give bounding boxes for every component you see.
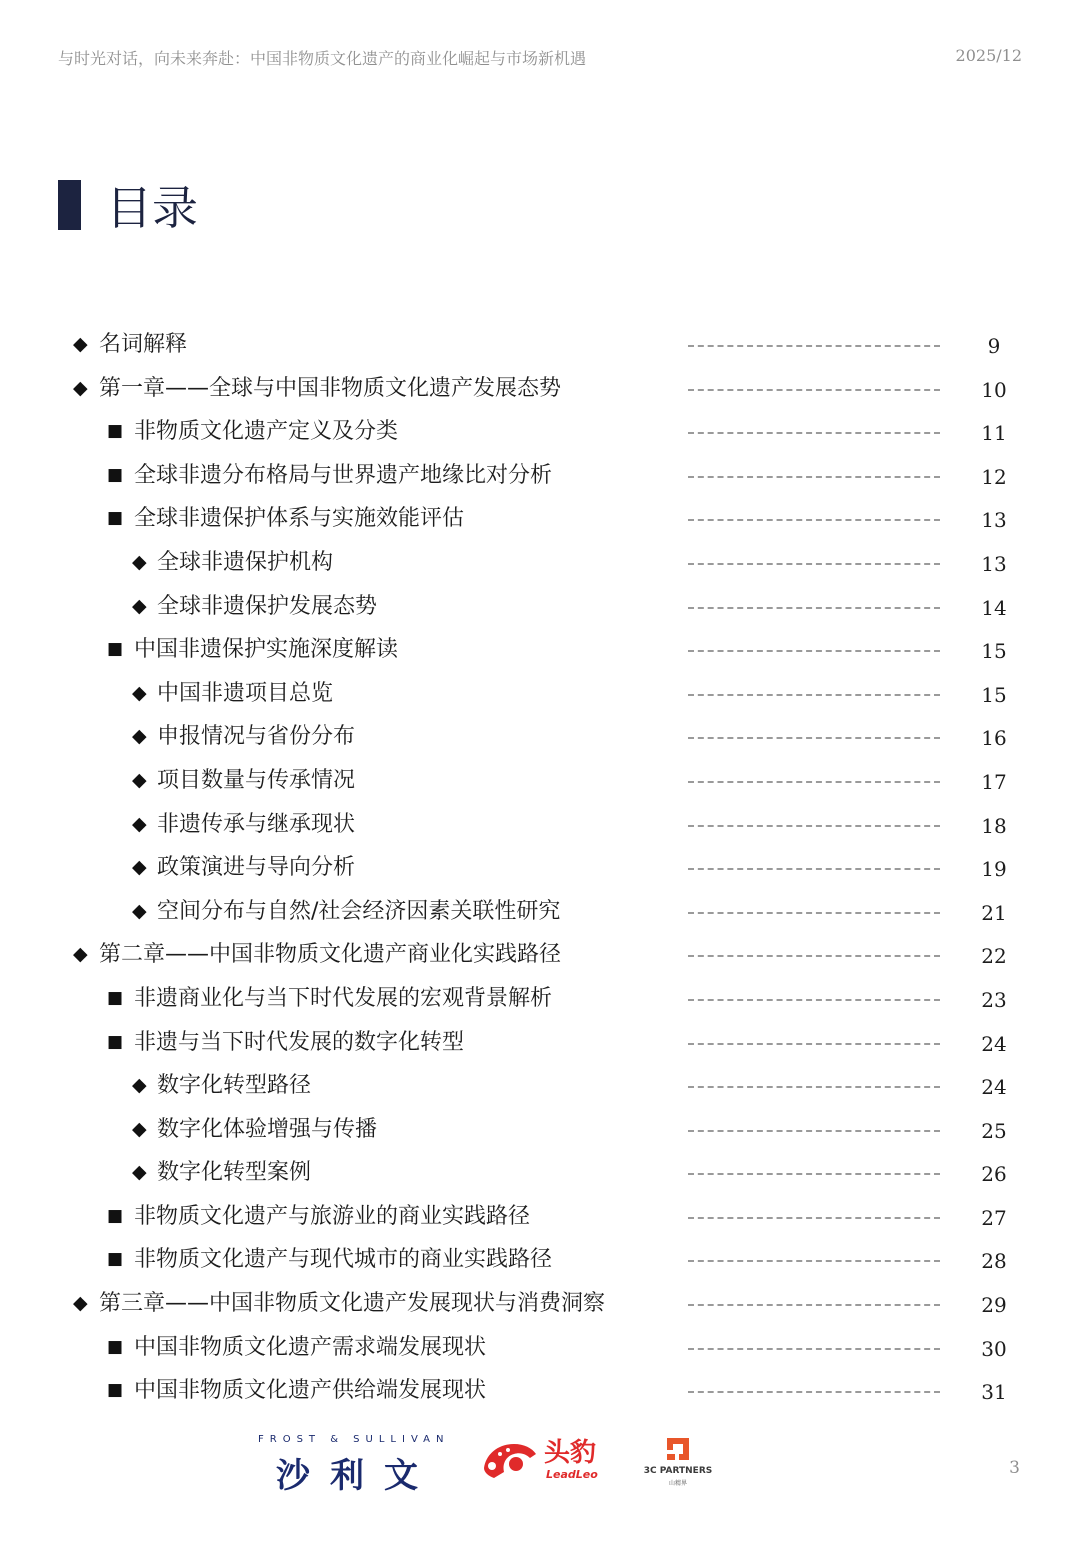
toc-entry[interactable] [0, 629, 1080, 673]
dot-leader [688, 955, 940, 957]
toc-entry-page: 16 [981, 726, 1007, 751]
toc-entry-label: 名词解释 [99, 332, 188, 357]
dot-leader [688, 781, 940, 783]
dot-leader [688, 1260, 940, 1262]
leadleo-logo [480, 1432, 610, 1492]
toc-entry[interactable] [0, 1283, 1080, 1327]
dot-leader [688, 1173, 940, 1175]
toc-entry-label: 空间分布与自然/社会经济因素关联性研究 [157, 898, 561, 924]
report-date: 2025/12 [955, 46, 1022, 65]
3c-partners-icon [665, 1436, 691, 1462]
leadleo-cn: 头豹 [544, 1438, 597, 1468]
toc-entry-page: 13 [981, 551, 1007, 576]
3c-partners-en: 3C PARTNERS [643, 1466, 713, 1476]
diamond-bullet-icon: ◆ [73, 943, 88, 966]
toc-entry[interactable] [0, 1370, 1080, 1414]
dot-leader [688, 563, 940, 565]
toc-entry-page: 18 [981, 813, 1007, 838]
toc-entry-page: 23 [981, 987, 1007, 1012]
toc-entry-page: 15 [981, 639, 1007, 664]
square-bullet-icon: ■ [107, 987, 124, 1008]
toc-entry-page: 11 [981, 421, 1007, 446]
heading-accent-bar [58, 180, 81, 230]
toc-entry[interactable] [0, 411, 1080, 455]
toc-entry-label: 数字化转型案例 [157, 1160, 312, 1186]
toc-entry-label: 非物质文化遗产与现代城市的商业实践路径 [134, 1247, 553, 1273]
dot-leader [688, 345, 940, 347]
frost-sullivan-en: FROST & SULLIVAN [258, 1434, 450, 1445]
dot-leader [688, 607, 940, 609]
footer-logos [0, 1430, 1080, 1500]
dot-leader [688, 432, 940, 434]
toc-entry[interactable] [0, 1239, 1080, 1283]
toc-entry-label: 数字化体验增强与传播 [157, 1116, 378, 1142]
dot-leader [688, 737, 940, 739]
toc-title: 目录 [106, 181, 198, 235]
toc-entry-page: 26 [981, 1162, 1007, 1187]
toc-entry[interactable] [0, 1327, 1080, 1371]
3c-partners-logo [640, 1436, 720, 1490]
square-bullet-icon: ■ [107, 464, 124, 485]
diamond-bullet-icon: ◆ [132, 812, 147, 835]
toc-entry[interactable] [0, 1196, 1080, 1240]
leopard-icon [480, 1438, 540, 1482]
frost-sullivan-cn: 沙利文 [276, 1456, 438, 1496]
square-bullet-icon: ■ [107, 1380, 124, 1401]
toc-entry-label: 第二章——中国非物质文化遗产商业化实践路径 [99, 942, 562, 968]
dot-leader [688, 999, 940, 1001]
toc-entry[interactable] [0, 978, 1080, 1022]
toc-entry-page: 9 [987, 334, 1001, 358]
dot-leader [688, 1304, 940, 1306]
toc-entry[interactable] [0, 498, 1080, 542]
dot-leader [688, 912, 940, 914]
page-header [58, 46, 1022, 70]
leadleo-en: LeadLeo [546, 1468, 598, 1481]
toc-entry-page: 15 [981, 682, 1007, 707]
toc-entry[interactable] [0, 673, 1080, 717]
toc-entry[interactable] [0, 804, 1080, 848]
diamond-bullet-icon: ◆ [73, 1292, 88, 1315]
toc-entry-label: 中国非遗项目总览 [157, 680, 334, 706]
toc-entry[interactable] [0, 716, 1080, 760]
square-bullet-icon: ■ [107, 1249, 124, 1270]
toc-entry-label: 全球非遗保护发展态势 [157, 593, 378, 619]
toc-entry-page: 27 [981, 1205, 1007, 1230]
diamond-bullet-icon: ◆ [73, 376, 88, 399]
diamond-bullet-icon: ◆ [132, 768, 147, 791]
toc-entry-label: 非遗商业化与当下时代发展的宏观背景解析 [134, 985, 553, 1011]
square-bullet-icon: ■ [107, 639, 124, 660]
toc-entry[interactable] [0, 368, 1080, 412]
toc-entry-label: 政策演进与导向分析 [157, 855, 356, 881]
diamond-bullet-icon: ◆ [73, 333, 88, 355]
dot-leader [688, 476, 940, 478]
toc-entry[interactable] [0, 1152, 1080, 1196]
dot-leader [688, 1391, 940, 1393]
square-bullet-icon: ■ [107, 1031, 124, 1052]
square-bullet-icon: ■ [107, 421, 124, 442]
dot-leader [688, 519, 940, 521]
diamond-bullet-icon: ◆ [132, 725, 147, 748]
dot-leader [688, 694, 940, 696]
dot-leader [688, 1043, 940, 1045]
diamond-bullet-icon: ◆ [132, 1074, 147, 1097]
dot-leader [688, 1217, 940, 1219]
toc-entry[interactable] [0, 934, 1080, 978]
toc-entry-page: 30 [981, 1336, 1007, 1361]
toc-entry-label: 第一章——全球与中国非物质文化遗产发展态势 [99, 375, 562, 401]
dot-leader [688, 650, 940, 652]
toc-entry-label: 申报情况与省份分布 [157, 724, 356, 750]
toc-entry-page: 10 [981, 377, 1007, 402]
toc-entry[interactable] [0, 542, 1080, 586]
toc-entry[interactable] [0, 891, 1080, 935]
toc-entry[interactable] [0, 455, 1080, 499]
toc-entry-page: 25 [981, 1118, 1007, 1143]
toc-entry[interactable] [0, 1065, 1080, 1109]
dot-leader [688, 868, 940, 870]
toc-entry-label: 非物质文化遗产与旅游业的商业实践路径 [134, 1203, 531, 1229]
report-title: 与时光对话，向未来奔赴：中国非物质文化遗产的商业化崛起与市场新机遇 [58, 49, 587, 68]
table-of-contents [0, 324, 1080, 1414]
toc-entry-page: 12 [981, 464, 1007, 489]
toc-entry-label: 中国非遗保护实施深度解读 [134, 637, 399, 663]
toc-entry-label: 全球非遗分布格局与世界遗产地缘比对分析 [134, 462, 553, 488]
frost-sullivan-logo [258, 1434, 458, 1494]
toc-entry-label: 非遗传承与继承现状 [157, 811, 356, 837]
toc-entry-label: 非遗与当下时代发展的数字化转型 [134, 1029, 465, 1055]
toc-entry[interactable] [0, 760, 1080, 804]
toc-entry[interactable] [0, 324, 1080, 368]
diamond-bullet-icon: ◆ [132, 550, 147, 573]
3c-partners-cn: 山精界 [668, 1480, 687, 1487]
toc-entry-label: 全球非遗保护体系与实施效能评估 [134, 506, 465, 532]
toc-entry-label: 数字化转型路径 [157, 1073, 312, 1099]
toc-entry-page: 24 [981, 1031, 1007, 1056]
diamond-bullet-icon: ◆ [132, 1117, 147, 1140]
toc-entry-page: 24 [981, 1075, 1007, 1100]
toc-entry-label: 全球非遗保护机构 [157, 549, 334, 575]
toc-entry[interactable] [0, 847, 1080, 891]
diamond-bullet-icon: ◆ [132, 899, 147, 922]
diamond-bullet-icon: ◆ [132, 1161, 147, 1184]
diamond-bullet-icon: ◆ [132, 856, 147, 879]
toc-entry-label: 非物质文化遗产定义及分类 [134, 419, 399, 445]
toc-entry-label: 第三章——中国非物质文化遗产发展现状与消费洞察 [99, 1291, 606, 1317]
square-bullet-icon: ■ [107, 508, 124, 529]
toc-entry-label: 中国非物质文化遗产需求端发展现状 [134, 1334, 487, 1360]
toc-entry-page: 17 [981, 769, 1007, 794]
dot-leader [688, 389, 940, 391]
square-bullet-icon: ■ [107, 1205, 124, 1226]
toc-entry-page: 31 [981, 1380, 1007, 1405]
diamond-bullet-icon: ◆ [132, 681, 147, 704]
toc-entry[interactable] [0, 586, 1080, 630]
toc-entry-page: 28 [981, 1249, 1007, 1274]
dot-leader [688, 1130, 940, 1132]
page-number: 3 [1009, 1458, 1020, 1478]
toc-entry-label: 中国非物质文化遗产供给端发展现状 [134, 1378, 487, 1404]
toc-entry-label: 项目数量与传承情况 [157, 767, 356, 793]
toc-entry-page: 19 [981, 857, 1007, 882]
toc-entry[interactable] [0, 1109, 1080, 1153]
dot-leader [688, 1086, 940, 1088]
dot-leader [688, 825, 940, 827]
toc-entry[interactable] [0, 1022, 1080, 1066]
toc-entry-page: 29 [981, 1293, 1007, 1318]
toc-entry-page: 14 [981, 595, 1007, 620]
toc-entry-page: 13 [981, 508, 1007, 533]
dot-leader [688, 1348, 940, 1350]
diamond-bullet-icon: ◆ [132, 594, 147, 617]
toc-entry-page: 22 [981, 944, 1007, 969]
square-bullet-icon: ■ [107, 1336, 124, 1357]
toc-entry-page: 21 [981, 900, 1007, 925]
